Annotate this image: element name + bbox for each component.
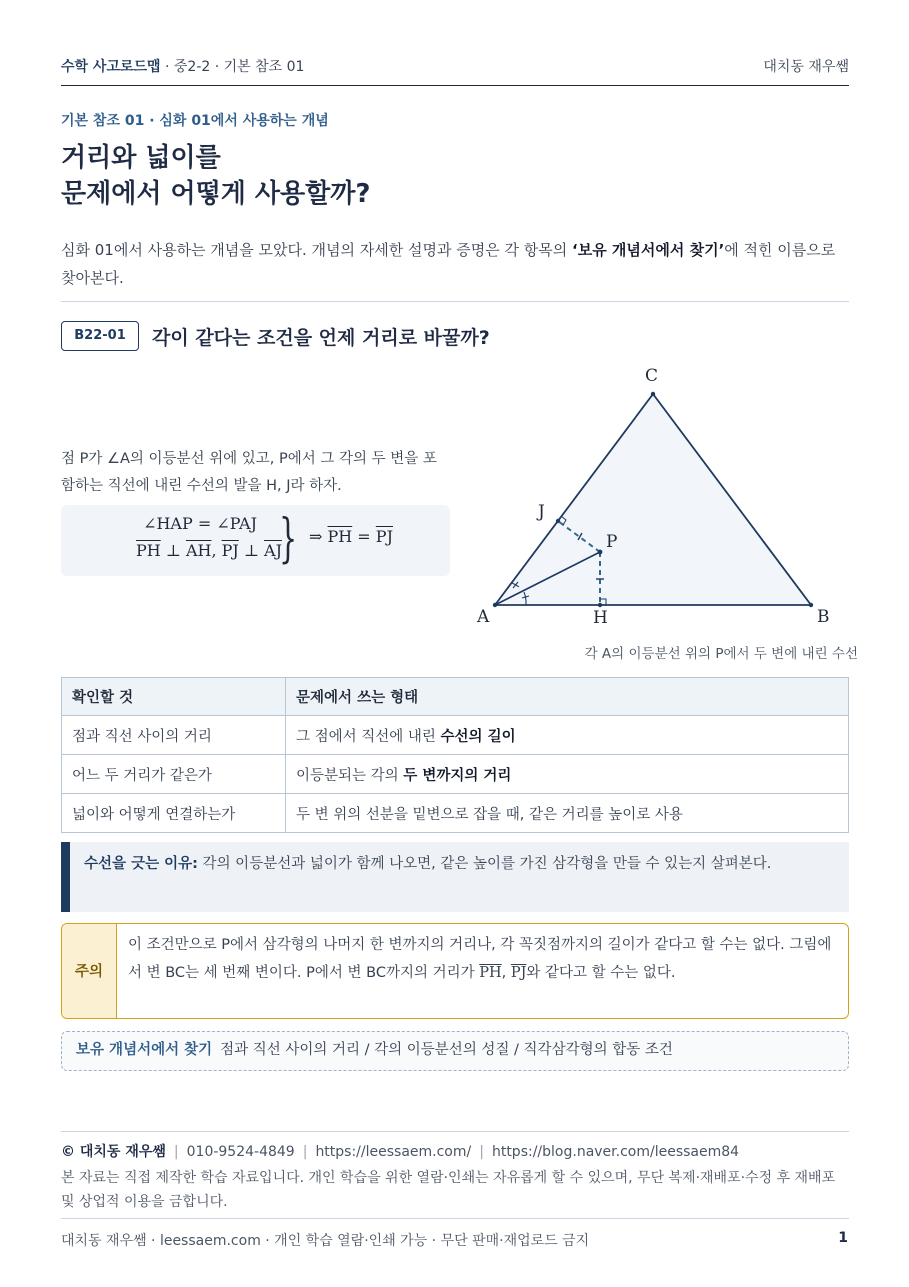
page-number: 1: [838, 1230, 848, 1246]
intro-text-end: 에 적힌 이름으로 찾아본다.: [61, 241, 836, 287]
table-cell-form: [286, 755, 849, 794]
seg-pj: $\overline{PJ}$: [221, 541, 239, 560]
intro-paragraph: [61, 236, 851, 292]
label-h: H: [593, 608, 608, 628]
header-author: 대치동 재우쌤: [763, 59, 849, 75]
warning-text: 이 조건만으로 P에서 삼각형의 나머지 한 변까지의 거리나, 각 꼭짓점까지의 길이가 같다고 할 수는 없다. 그림에서 변 BC는 세 번째 변이다. P에서 변 BC까지의 거리가: [128, 937, 832, 981]
table-cell-check: 점과 직선 사이의 거리: [62, 716, 286, 755]
label-b: B: [817, 607, 830, 627]
warning-tag: 주의: [62, 924, 117, 1018]
triangle-abc: [495, 394, 811, 605]
math-box: [61, 505, 450, 576]
math-conclusion: [309, 527, 393, 546]
point-b: [809, 603, 813, 607]
title-line-2: 문제에서 어떻게 사용할까?: [61, 179, 371, 209]
seg-ph-result: $\overline{PH}$: [327, 527, 353, 546]
phone-number: 010-9524-4849: [186, 1144, 295, 1160]
description: 점 P가 ∠A의 이등분선 위에 있고, P에서 그 각의 두 변을 포함하는 직선에 내린 수선의 발을 H, J라 하자.: [61, 451, 437, 494]
title-line-1: 거리와 넓이를: [61, 143, 221, 173]
table-cell-check: 넓이와 어떻게 연결하는가: [62, 794, 286, 833]
intro-text: 심화 01에서 사용하는 개념을 모았다. 개념의 자세한 설명과 증명은 각 항목의: [61, 241, 573, 259]
label-a: A: [477, 607, 490, 627]
cell-bold: 수선의 길이: [440, 728, 516, 745]
callout-text: 각의 이등분선과 넓이가 함께 나오면, 같은 높이를 가진 삼각형을 만들 수 있는지 살펴본다.: [197, 856, 772, 872]
cell-text: 이등분되는 각의: [296, 767, 404, 784]
table-header-check: 확인할 것: [62, 678, 286, 716]
seg-ah: $\overline{AH}$: [185, 541, 212, 560]
seg-aj: $\overline{AJ}$: [264, 541, 282, 560]
cell-bold: 두 변까지의 거리: [403, 767, 512, 784]
point-a: [493, 603, 497, 607]
website-link[interactable]: https://leessaem.com/: [315, 1144, 472, 1160]
perp-symbol: ⊥: [160, 541, 186, 560]
cell-text: 두 변 위의 선분을 밑변으로 잡을 때, 같은 거리를 높이로 사용: [296, 806, 683, 823]
seg-pj-result: $\overline{PJ}$: [375, 527, 393, 546]
section-title: 각이 같다는 조건을 언제 거리로 바꿀까?: [152, 327, 490, 349]
legal-notice: 본 자료는 직접 제작한 학습 자료입니다. 개인 학습을 위한 열람·인쇄는 자유롭게 할 수 있으며, 무단 복제·재배포·수정 후 재배포 및 상업적 이용을 금합니다.: [61, 1170, 836, 1210]
implies-symbol: ⇒: [309, 527, 328, 546]
page-header: [61, 52, 849, 86]
table-header-form: 문제에서 쓰는 형태: [286, 678, 849, 716]
table-row: [62, 755, 849, 794]
contact-line: [61, 1141, 739, 1161]
find-in-book-box: [61, 1031, 849, 1071]
perp-symbol-2: ⊥: [238, 541, 265, 560]
label-p: P: [606, 532, 618, 552]
math-perpendiculars: [136, 541, 282, 560]
separator: |: [173, 1144, 179, 1160]
label-c: C: [645, 366, 659, 386]
warning-text-end: 와 같다고 할 수는 없다.: [526, 965, 676, 981]
table-header-row: [62, 678, 849, 716]
point-p: [598, 550, 603, 555]
concept-table: [61, 677, 849, 833]
header-path: · 중2-2 · 기본 참조 01: [160, 59, 305, 75]
divider: [61, 1218, 849, 1219]
separator: |: [479, 1144, 484, 1160]
copyright-name: © 대치동 재우쌤: [61, 1144, 166, 1160]
blog-link[interactable]: https://blog.naver.com/leessaem84: [491, 1144, 740, 1160]
point-c: [651, 392, 655, 396]
kicker: 기본 참조 01 · 심화 01에서 사용하는 개념: [61, 113, 329, 129]
triangle-figure: [470, 362, 850, 632]
callout-label: 수선을 긋는 이유:: [84, 856, 198, 872]
divider: [61, 1131, 849, 1132]
header-left: [61, 56, 304, 76]
page-title: [61, 140, 370, 212]
table-cell-form: [286, 794, 849, 833]
warning-comma: ,: [501, 965, 511, 981]
separator: |: [302, 1144, 308, 1160]
table-row: [62, 716, 849, 755]
reason-callout: [61, 842, 849, 912]
cell-text: 그 점에서 직선에 내린: [296, 728, 441, 745]
table-row: [62, 794, 849, 833]
warning-body: [128, 931, 838, 987]
brand-name: 수학 사고로드맵: [61, 59, 161, 75]
seg-pj-warning: $\overline{PJ}$: [510, 965, 527, 981]
figure-caption: 각 A의 이등분선 위의 P에서 두 변에 내린 수선: [584, 646, 858, 662]
comma: ,: [211, 541, 222, 560]
right-brace-icon: }: [279, 509, 298, 569]
table-cell-form: [286, 716, 849, 755]
table-cell-check: 어느 두 거리가 같은가: [62, 755, 286, 794]
warning-box: [61, 923, 849, 1019]
point-h: [598, 603, 602, 607]
find-label: 보유 개념서에서 찾기: [76, 1042, 213, 1058]
point-j: [556, 519, 560, 523]
seg-ph-warning: $\overline{PH}$: [479, 965, 502, 981]
section-code-badge: B22-01: [61, 321, 139, 351]
footer-text: 대치동 재우쌤 · leessaem.com · 개인 학습 열람·인쇄 가능 · 무단 판매·재업로드 금지: [61, 1233, 590, 1249]
equals-symbol: =: [352, 527, 376, 546]
math-angle-equality: ∠HAP = ∠PAJ: [143, 514, 257, 533]
divider: [61, 301, 849, 302]
label-j: J: [538, 502, 545, 522]
find-text: 점과 직선 사이의 거리 / 각의 이등분선의 성질 / 직각삼각형의 합동 조건: [220, 1042, 673, 1058]
intro-bold: ‘보유 개념서에서 찾기’: [572, 241, 725, 259]
seg-ph: $\overline{PH}$: [136, 541, 161, 560]
